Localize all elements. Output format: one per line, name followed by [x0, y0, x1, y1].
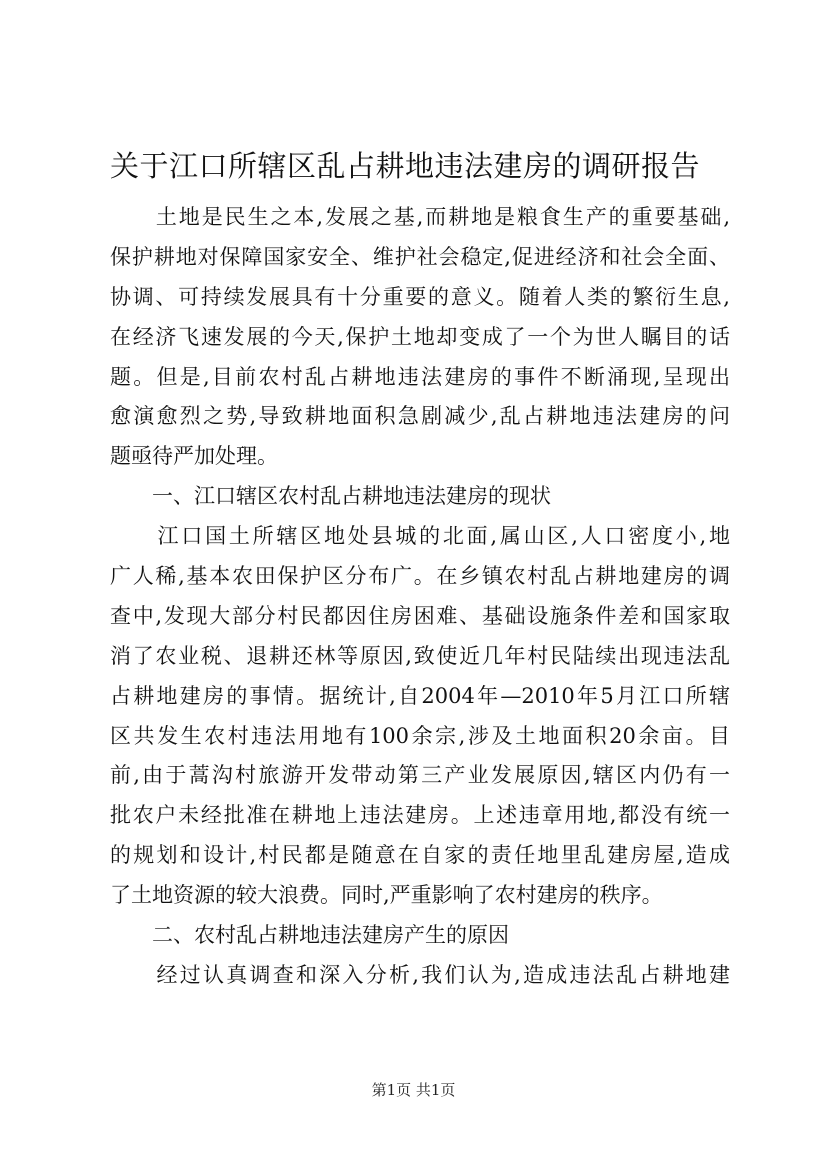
section-heading-line: 二、农村乱占耕地违法建房产生的原因	[110, 923, 509, 948]
body-text-line: 土地是民生之本,发展之基,而耕地是粮食生产的重要基础,	[110, 205, 730, 229]
body-text-line: 区共发生农村违法用地有100余宗,涉及土地面积20余亩。目	[110, 723, 730, 748]
body-text-line: 经过认真调查和深入分析,我们认为,造成违法乱占耕地建	[110, 962, 730, 987]
body-text-line: 占耕地建房的事情。据统计,自2004年—2010年5月江口所辖	[110, 683, 730, 708]
page-footer: 第1页 共1页	[371, 1081, 456, 1099]
body-text-line: 查中,发现大部分村民都因住房困难、基础设施条件差和国家取	[110, 603, 730, 628]
body-text-line: 江口国土所辖区地处县城的北面,属山区,人口密度小,地	[110, 524, 730, 549]
body-text-line: 广人稀,基本农田保护区分布广。在乡镇农村乱占耕地建房的调	[110, 564, 730, 589]
body-text-line: 消了农业税、退耕还林等原因,致使近几年村民陆续出现违法乱	[110, 643, 730, 668]
body-text-line: 批农户未经批准在耕地上违法建房。上述违章用地,都没有统一	[110, 803, 730, 828]
body-text-line: 了土地资源的较大浪费。同时,严重影响了农村建房的秩序。	[110, 883, 663, 908]
body-text-line: 协调、可持续发展具有十分重要的意义。随着人类的繁衍生息,	[110, 284, 730, 309]
body-text-line: 前,由于蒿沟村旅游开发带动第三产业发展原因,辖区内仍有一	[110, 763, 730, 788]
section-heading-line: 一、江口辖区农村乱占耕地违法建房的现状	[110, 484, 551, 509]
body-text-line: 在经济飞速发展的今天,保护土地却变成了一个为世人瞩目的话	[110, 324, 730, 349]
body-text-line: 题。但是,目前农村乱占耕地违法建房的事件不断涌现,呈现出	[110, 364, 730, 389]
body-text-line: 愈演愈烈之势,导致耕地面积急剧减少,乱占耕地违法建房的问	[110, 404, 730, 429]
body-text-line: 的规划和设计,村民都是随意在自家的责任地里乱建房屋,造成	[110, 843, 730, 868]
document-body	[110, 198, 730, 996]
body-text-line: 题亟待严加处理。	[110, 444, 278, 469]
document-title: 关于江口所辖区乱占耕地违法建房的调研报告	[110, 149, 701, 183]
body-text-line: 保护耕地对保障国家安全、维护社会稳定,促进经济和社会全面、	[110, 244, 730, 269]
